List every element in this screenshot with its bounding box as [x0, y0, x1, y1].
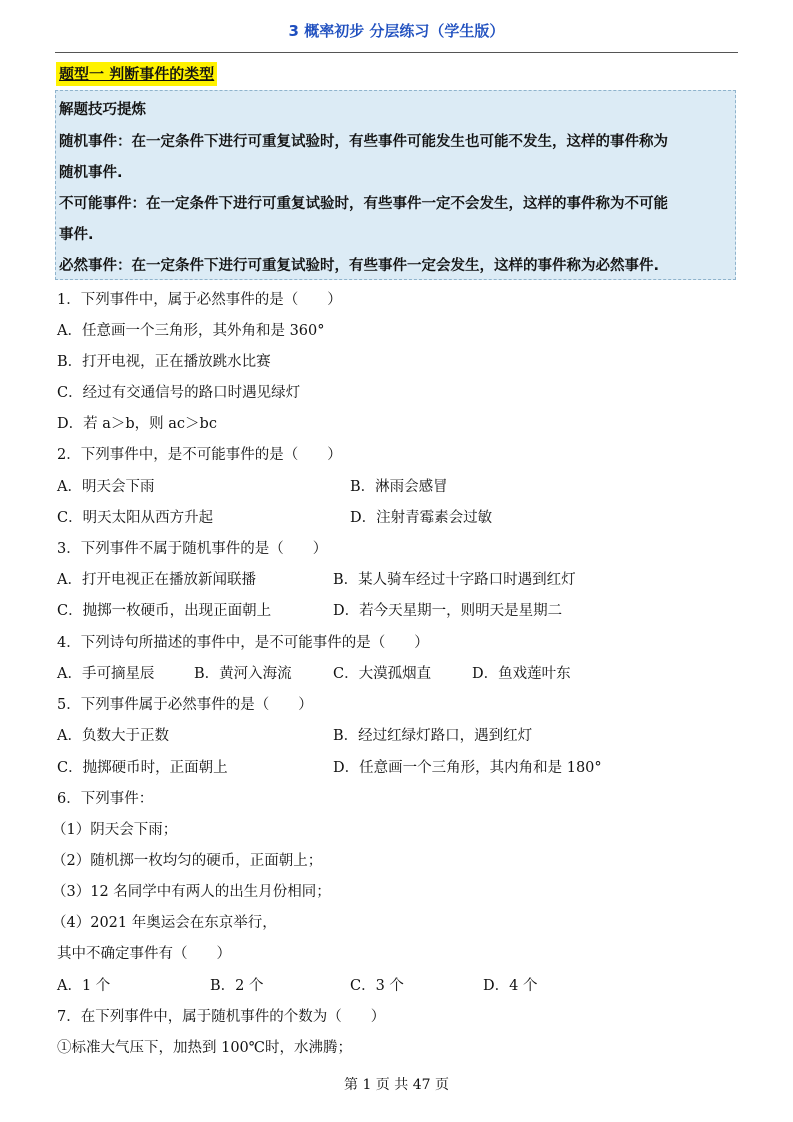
page-footer: 第 1 页 共 47 页: [344, 1077, 449, 1093]
question-5-stem: 5．下列事件属于必然事件的是（ ）: [57, 697, 313, 713]
question-6-option-a: A．1 个: [57, 978, 111, 994]
question-7-stem: 7．在下列事件中，属于随机事件的个数为（ ）: [57, 1009, 386, 1025]
question-4-stem: 4．下列诗句所描述的事件中，是不可能事件的是（ ）: [57, 635, 429, 651]
tips-box: [55, 90, 736, 280]
question-1-option-c: C．经过有交通信号的路口时遇见绿灯: [57, 385, 301, 401]
question-2-stem: 2．下列事件中，是不可能事件的是（ ）: [57, 447, 342, 463]
question-3-option-a: A．打开电视正在播放新闻联播: [57, 572, 256, 588]
question-6-item: （2）随机掷一枚均匀的硬币，正面朝上；: [52, 853, 323, 869]
tips-heading: 解题技巧提炼: [59, 102, 146, 118]
question-4-option-c: C．大漠孤烟直: [333, 666, 432, 682]
question-6-option-d: D．4 个: [483, 978, 538, 994]
question-2-option-a: A．明天会下雨: [57, 479, 155, 495]
question-1-option-b: B．打开电视，正在播放跳水比赛: [57, 354, 271, 370]
question-4-option-b: B．黄河入海流: [194, 666, 292, 682]
question-3-option-b: B．某人骑车经过十字路口时遇到红灯: [333, 572, 576, 588]
question-5-option-a: A．负数大于正数: [57, 728, 169, 744]
page-header-title: 3 概率初步 分层练习（学生版）: [288, 22, 505, 40]
question-2-option-c: C．明天太阳从西方升起: [57, 510, 214, 526]
question-6-option-b: B．2 个: [210, 978, 264, 994]
question-5-option-b: B．经过红绿灯路口，遇到红灯: [333, 728, 533, 744]
question-7-item: ①标准大气压下，加热到 100℃时，水沸腾；: [57, 1040, 353, 1056]
question-2-option-b: B．淋雨会感冒: [350, 479, 448, 495]
tips-line: 不可能事件：在一定条件下进行可重复试验时，有些事件一定不会发生，这样的事件称为不可能: [59, 196, 668, 212]
question-3-stem: 3．下列事件不属于随机事件的是（ ）: [57, 541, 328, 557]
question-6-item: （4）2021 年奥运会在东京举行，: [52, 915, 277, 931]
question-1-option-d: D．若 a＞b，则 ac＞bc: [57, 416, 217, 432]
question-5-option-c: C．抛掷硬币时，正面朝上: [57, 760, 228, 776]
tips-line: 随机事件：在一定条件下进行可重复试验时，有些事件可能发生也可能不发生，这样的事件称为: [59, 134, 668, 150]
question-3-option-c: C．抛掷一枚硬币，出现正面朝上: [57, 603, 272, 619]
question-4-option-d: D．鱼戏莲叶东: [472, 666, 571, 682]
question-1-stem: 1．下列事件中，属于必然事件的是（ ）: [57, 292, 342, 308]
header-divider: [55, 52, 738, 53]
tips-line: 必然事件：在一定条件下进行可重复试验时，有些事件一定会发生，这样的事件称为必然事件.: [59, 258, 660, 274]
question-5-option-d: D．任意画一个三角形，其内角和是 180°: [333, 760, 602, 776]
question-6-option-c: C．3 个: [350, 978, 404, 994]
question-6-item: （3）12 名同学中有两人的出生月份相同；: [52, 884, 331, 900]
question-6-item: （1）阴天会下雨；: [52, 822, 178, 838]
question-6-stem: 6．下列事件：: [57, 791, 154, 807]
question-1-option-a: A．任意画一个三角形，其外角和是 360°: [57, 323, 325, 339]
section-title: 题型一 判断事件的类型: [56, 62, 217, 86]
question-6-question: 其中不确定事件有（ ）: [57, 946, 231, 962]
tips-line: 随机事件.: [59, 165, 123, 181]
tips-line: 事件.: [59, 227, 94, 243]
question-3-option-d: D．若今天星期一，则明天是星期二: [333, 603, 563, 619]
question-4-option-a: A．手可摘星辰: [57, 666, 155, 682]
question-2-option-d: D．注射青霉素会过敏: [350, 510, 493, 526]
